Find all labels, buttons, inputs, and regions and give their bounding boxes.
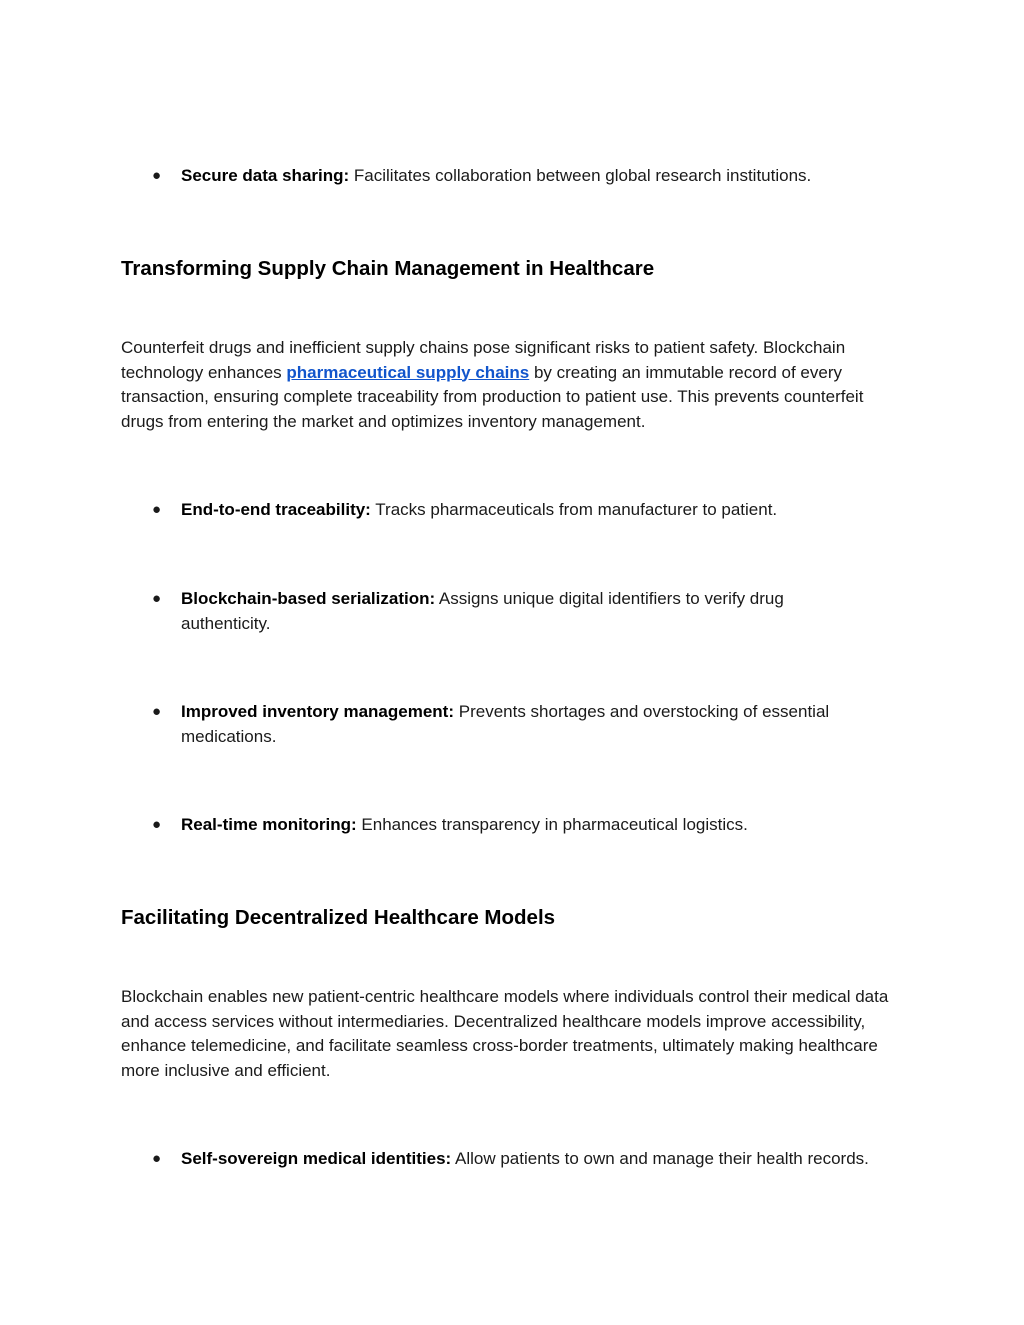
bullet-label: Improved inventory management: <box>181 702 455 721</box>
pharmaceutical-supply-chains-link[interactable]: pharmaceutical supply chains <box>286 362 530 382</box>
bullet-icon: ● <box>152 167 162 184</box>
bullet-label: Real-time monitoring: <box>181 815 357 834</box>
bullet-description: Facilitates collaboration between global research institutions. <box>349 166 812 185</box>
bullet-text <box>181 498 891 523</box>
bullet-icon: ● <box>152 501 162 518</box>
bullet-icon: ● <box>152 703 162 720</box>
bullet-description: Prevents shortages and overstocking of essential medications. <box>181 702 830 746</box>
section-paragraph-decentralized: Blockchain enables new patient-centric healthcare models where individuals control their medical data and access services without intermediaries. Decentralized healthcare models improve accessibility, enhance telemedicine, and facilitate seamless cross-border treatments, ultimately making healthcare more inclusive and efficient. <box>121 987 889 1080</box>
bullet-description: Tracks pharmaceuticals from manufacturer to patient. <box>370 500 778 519</box>
bullet-label: Self-sovereign medical identities: <box>181 1149 452 1168</box>
paragraph-text-after-link: by creating an immutable record of every transaction, ensuring complete traceability from production to patient use. This prevents counterfeit drugs from entering the market and optimizes inventory management. <box>121 362 864 431</box>
bullet-icon: ● <box>152 816 162 833</box>
bullet-description: Allow patients to own and manage their health records. <box>451 1149 869 1168</box>
bullet-text <box>181 700 891 749</box>
bullet-description: Assigns unique digital identifiers to verify drug authenticity. <box>181 589 784 633</box>
section-paragraph-supply-chain <box>121 336 901 434</box>
bullet-label: Blockchain-based serialization: <box>181 589 436 608</box>
paragraph-text-before-link: Counterfeit drugs and inefficient supply chains pose significant risks to patient safety. Blockchain technology enhances <box>121 338 846 382</box>
section-heading-decentralized: Facilitating Decentralized Healthcare Models <box>121 906 556 929</box>
bullet-icon: ● <box>152 1150 162 1167</box>
bullet-description: Enhances transparency in pharmaceutical logistics. <box>356 815 748 834</box>
bullet-text <box>181 813 891 838</box>
bullet-label: End-to-end traceability: <box>181 500 371 519</box>
bullet-text <box>181 1147 871 1172</box>
bullet-text <box>181 164 891 189</box>
bullet-text <box>181 587 846 636</box>
section-heading-supply-chain: Transforming Supply Chain Management in Healthcare <box>121 257 655 280</box>
bullet-label: Secure data sharing: <box>181 166 350 185</box>
bullet-icon: ● <box>152 590 162 607</box>
